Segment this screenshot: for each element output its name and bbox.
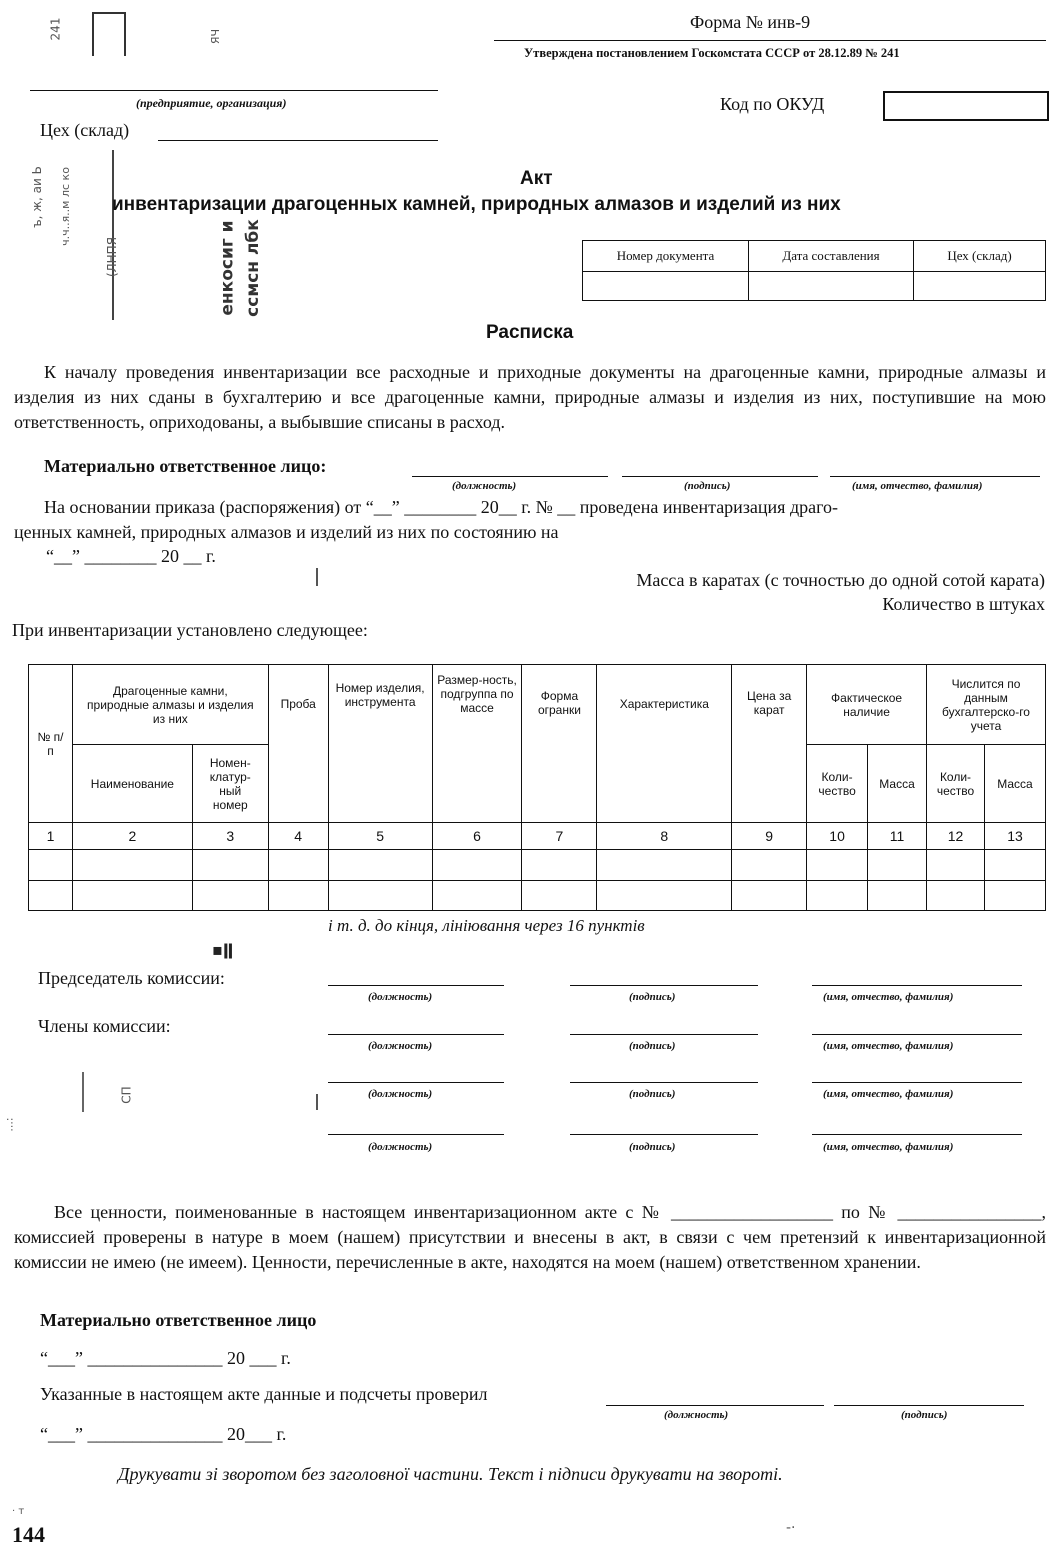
- closing-date-2: “___” _______________ 20___ г.: [40, 1424, 287, 1444]
- signature-caption: (подпись): [629, 1088, 676, 1100]
- closing-date-1: “___” _______________ 20 ___ г.: [40, 1348, 291, 1368]
- name-caption: (имя, отчество, фамилия): [823, 991, 954, 1003]
- member-3-name-line[interactable]: [812, 1134, 1022, 1135]
- scan-artifact: СП: [119, 1086, 134, 1104]
- column-number: 6: [432, 823, 522, 850]
- shop-label: Цех (склад): [40, 120, 130, 140]
- name-caption: (имя, отчество, фамилия): [823, 1141, 954, 1153]
- quantity-units-note: Количество в штуках: [882, 594, 1045, 614]
- order-line-1: На основании приказа (распоряжения) от “__” ________ 20__ г. № __ проведена инвентаризация драго-: [44, 497, 839, 517]
- mol-signature-caption: (подпись): [684, 480, 731, 492]
- table-cell[interactable]: [522, 881, 597, 911]
- established-label: При инвентаризации установлено следующее:: [12, 620, 368, 640]
- member-2-signature-line[interactable]: [570, 1082, 758, 1083]
- table-cell[interactable]: [29, 850, 73, 881]
- col-name-header: Наименование: [72, 745, 192, 823]
- table-cell[interactable]: [807, 881, 868, 911]
- member-1-name-line[interactable]: [812, 1034, 1022, 1035]
- doc-number-header: Номер документа: [583, 241, 749, 272]
- column-number: 1: [29, 823, 73, 850]
- scan-artifact: ...:: [2, 1117, 16, 1132]
- checked-signature-caption: (подпись): [901, 1409, 948, 1421]
- table-cell[interactable]: [732, 881, 807, 911]
- scan-artifact: енкосиг и: [217, 220, 238, 316]
- table-cell[interactable]: [72, 881, 192, 911]
- header-rule: [494, 40, 1046, 41]
- col-actual-qty-header: Коли-чество: [807, 745, 868, 823]
- table-cell[interactable]: [432, 850, 522, 881]
- shop-line: [158, 140, 438, 141]
- column-number: 13: [984, 823, 1045, 850]
- member-3-signature-line[interactable]: [570, 1134, 758, 1135]
- checked-position-line[interactable]: [606, 1405, 824, 1406]
- member-3-position-line[interactable]: [328, 1134, 504, 1135]
- chairman-signature-line[interactable]: [570, 985, 758, 986]
- receipt-text: К началу проведения инвентаризации все расходные и приходные документы на драгоценные камни, природные алмазы и изделия из них сданы в бухгалтерию и все драгоценные камни, природные алмазы и изделия из них, поступившие на мою ответственность, оприходованы, а выбывшие списаны в расход.: [14, 362, 1046, 432]
- checked-position-caption: (должность): [664, 1409, 729, 1421]
- table-row: [29, 881, 1046, 911]
- act-title: Акт: [520, 168, 553, 189]
- table-cell[interactable]: [868, 850, 927, 881]
- signature-caption: (подпись): [629, 1141, 676, 1153]
- order-line-3: “__” ________ 20 __ г.: [46, 546, 216, 566]
- col-book-mass-header: Масса: [984, 745, 1045, 823]
- scan-artifact: [316, 1094, 318, 1110]
- table-row: [29, 850, 1046, 881]
- table-cell[interactable]: [328, 850, 432, 881]
- table-cell[interactable]: [192, 850, 268, 881]
- closing-mol-label: Материально ответственное лицо: [40, 1310, 317, 1330]
- act-subtitle: инвентаризации драгоценных камней, природных алмазов и изделий из них: [112, 194, 841, 215]
- column-number: 2: [72, 823, 192, 850]
- table-cell[interactable]: [192, 881, 268, 911]
- table-cell[interactable]: [29, 881, 73, 911]
- col-actual-mass-header: Масса: [868, 745, 927, 823]
- col-book-group-header: Числится по данным бухгалтерско-го учета: [927, 665, 1046, 745]
- scan-artifact: ъ, ж, аи Ь: [29, 166, 44, 228]
- table-cell[interactable]: [732, 850, 807, 881]
- receipt-heading: Расписка: [486, 322, 574, 343]
- position-caption: (должность): [368, 991, 433, 1003]
- doc-number-cell[interactable]: [583, 272, 749, 301]
- col-characteristic-header: Характеристика: [597, 665, 732, 823]
- checked-signature-line[interactable]: [834, 1405, 1024, 1406]
- mass-units-note: Масса в каратах (с точностью до одной сотой карата): [636, 570, 1045, 590]
- okud-label: Код по ОКУД: [720, 94, 825, 114]
- scan-artifact: [92, 12, 126, 56]
- column-number: 12: [927, 823, 985, 850]
- table-cell[interactable]: [868, 881, 927, 911]
- inventory-table: [28, 664, 1046, 911]
- column-number: 11: [868, 823, 927, 850]
- scan-artifact: [82, 1072, 84, 1112]
- col-cut-header: Форма огранки: [522, 665, 597, 823]
- col-proba-header: Проба: [268, 665, 328, 823]
- member-1-position-line[interactable]: [328, 1034, 504, 1035]
- mol-signature-line[interactable]: [622, 476, 818, 477]
- scan-artifact: [316, 568, 318, 586]
- column-number: 9: [732, 823, 807, 850]
- scan-artifact: -·: [786, 1520, 796, 1536]
- page-number: 144: [12, 1522, 45, 1547]
- member-2-position-line[interactable]: [328, 1082, 504, 1083]
- scan-artifact: ▪ǁ: [212, 940, 234, 959]
- name-caption: (имя, отчество, фамилия): [823, 1088, 954, 1100]
- table-cell[interactable]: [927, 881, 985, 911]
- table-cell[interactable]: [268, 881, 328, 911]
- organization-caption: (предприятие, организация): [136, 96, 287, 110]
- doc-shop-cell[interactable]: [914, 272, 1046, 301]
- scan-artifact: [112, 150, 114, 320]
- mol-name-caption: (имя, отчество, фамилия): [852, 480, 983, 492]
- okud-code-box[interactable]: [883, 91, 1049, 121]
- order-line-2: ценных камней, природных алмазов и изделий из них по состоянию на: [14, 522, 559, 542]
- col-number-header: № п/п: [29, 665, 73, 823]
- members-label: Члены комиссии:: [38, 1016, 171, 1036]
- column-number: 3: [192, 823, 268, 850]
- organization-line: [30, 90, 438, 91]
- column-number: 10: [807, 823, 868, 850]
- mol-position-caption: (должность): [452, 480, 517, 492]
- chairman-position-line[interactable]: [328, 985, 504, 986]
- table-cell[interactable]: [432, 881, 522, 911]
- table-cell[interactable]: [597, 881, 732, 911]
- col-price-header: Цена за карат: [732, 665, 807, 823]
- chairman-name-line[interactable]: [812, 985, 1022, 986]
- column-number: 4: [268, 823, 328, 850]
- position-caption: (должность): [368, 1040, 433, 1052]
- position-caption: (должность): [368, 1088, 433, 1100]
- table-cell[interactable]: [984, 850, 1045, 881]
- col-stones-group-header: Драгоценные камни, природные алмазы и изделия из них: [72, 665, 268, 745]
- table-cell[interactable]: [72, 850, 192, 881]
- form-number: Форма № инв-9: [690, 12, 811, 32]
- table-cell[interactable]: [927, 850, 985, 881]
- closing-text: Все ценности, поименованные в настоящем инвентаризационном акте с № __________________ по № ________________, комиссией проверены в натуре в моем (нашем) присутствии и внесены в акт, в связи с чем претензий к инвентаризационной комиссии не имею (не имеем). Ценности, перечисленные в акте, находятся на моем (нашем) ответственном хранении.: [14, 1202, 1046, 1272]
- table-cell[interactable]: [597, 850, 732, 881]
- doc-date-cell[interactable]: [749, 272, 914, 301]
- approval-note: Утверждена постановлением Госкомстата СССР от 28.12.89 № 241: [524, 46, 900, 60]
- table-cell[interactable]: [328, 881, 432, 911]
- document-table: [582, 240, 1046, 301]
- scan-artifact: 241: [48, 17, 63, 41]
- col-size-header: Размер-ность, подгруппа по массе: [432, 665, 522, 823]
- mol-label: Материально ответственное лицо:: [44, 456, 327, 476]
- scan-artifact: (ЛНПЯ: [105, 236, 120, 278]
- column-number: 7: [522, 823, 597, 850]
- scan-artifact: ЯЧ: [209, 28, 223, 45]
- chairman-label: Председатель комиссии:: [38, 968, 225, 988]
- scan-artifact: ссмсн лбк: [242, 219, 263, 317]
- footer-print-note: Друкувати зі зворотом без заголовної частини. Текст і підписи друкувати на звороті.: [118, 1464, 783, 1484]
- table-cell[interactable]: [268, 850, 328, 881]
- col-nomenclature-header: Номен-клатур-ный номер: [192, 745, 268, 823]
- column-number: 5: [328, 823, 432, 850]
- col-book-qty-header: Коли-чество: [927, 745, 985, 823]
- scan-artifact: ч.ч..я..м лс ко: [58, 167, 72, 246]
- scan-artifact: · т: [12, 1506, 25, 1517]
- table-cell[interactable]: [807, 850, 868, 881]
- name-caption: (имя, отчество, фамилия): [823, 1040, 954, 1052]
- col-item-number-header: Номер изделия, инструмента: [328, 665, 432, 823]
- member-2-name-line[interactable]: [812, 1082, 1022, 1083]
- member-1-signature-line[interactable]: [570, 1034, 758, 1035]
- table-cell[interactable]: [984, 881, 1045, 911]
- doc-shop-header: Цех (склад): [914, 241, 1046, 272]
- mol-position-line[interactable]: [412, 476, 608, 477]
- table-continuation-note: і т. д. до кінця, лініювання через 16 пунктів: [328, 916, 645, 935]
- checked-label: Указанные в настоящем акте данные и подсчеты проверил: [40, 1384, 488, 1404]
- signature-caption: (подпись): [629, 1040, 676, 1052]
- signature-caption: (подпись): [629, 991, 676, 1003]
- column-number-row: [29, 823, 1046, 850]
- column-number: 8: [597, 823, 732, 850]
- col-actual-group-header: Фактическое наличие: [807, 665, 927, 745]
- mol-name-line[interactable]: [830, 476, 1040, 477]
- table-cell[interactable]: [522, 850, 597, 881]
- position-caption: (должность): [368, 1141, 433, 1153]
- doc-date-header: Дата составления: [749, 241, 914, 272]
